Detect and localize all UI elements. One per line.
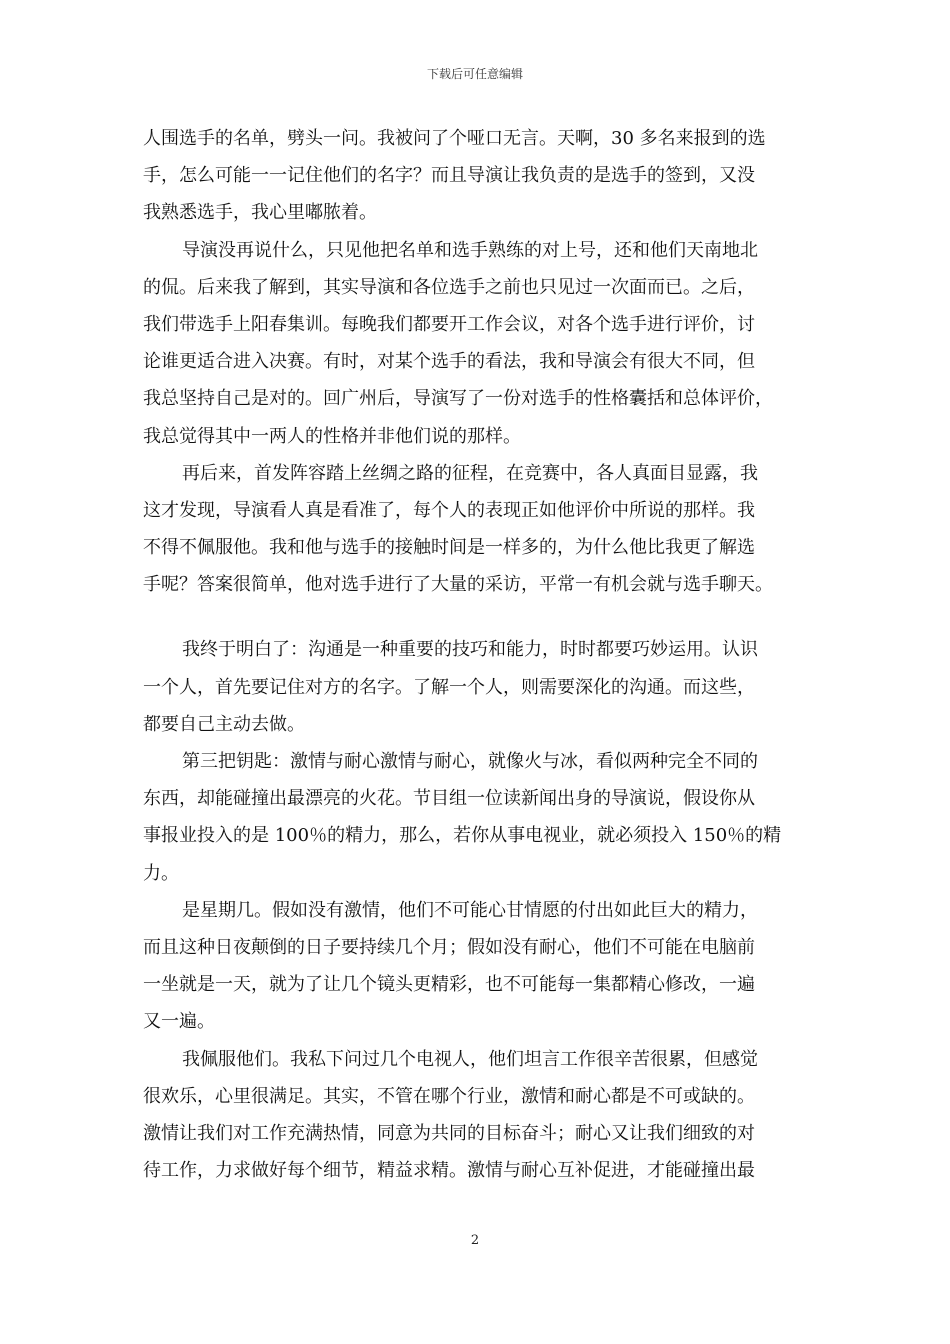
text-line: 手，怎么可能一一记住他们的名字？而且导演让我负责的是选手的签到，又没 <box>143 165 755 187</box>
text-line: 我佩服他们。我私下问过几个电视人，他们坦言工作很辛苦很累，但感觉 <box>182 1048 758 1070</box>
paragraph <box>143 232 823 455</box>
text-line: 东西，却能碰撞出最漂亮的火花。节目组一位读新闻出身的导演说，假设你从 <box>143 788 755 810</box>
text-line: 我熟悉选手，我心里嘟脓着。 <box>143 202 377 224</box>
text-line: 一坐就是一天，就为了让几个镜头更精彩，也不可能每一集都精心修改，一遍 <box>143 974 755 996</box>
text-line: 待工作，力求做好每个细节，精益求精。激情与耐心互补促进，才能碰撞出最 <box>143 1160 755 1182</box>
paragraph <box>143 455 823 604</box>
text-line: 力。 <box>143 862 179 884</box>
text-line: 而且这种日夜颠倒的日子要持续几个月；假如没有耐心，他们不可能在电脑前 <box>143 936 755 958</box>
paragraph <box>143 631 823 743</box>
text-line: 激情让我们对工作充满热情，同意为共同的目标奋斗；耐心又让我们细致的对 <box>143 1122 755 1144</box>
text-line: 这才发现，导演看人真是看准了，每个人的表现正如他评价中所说的那样。我 <box>143 499 755 521</box>
text-line: 论谁更适合进入决赛。有时，对某个选手的看法，我和导演会有很大不同，但 <box>143 351 755 373</box>
text-line: 我总觉得其中一两人的性格并非他们说的那样。 <box>143 425 521 447</box>
text-line: 手呢？答案很简单，他对选手进行了大量的采访，平常一有机会就与选手聊天。 <box>143 574 773 596</box>
text-line: 一个人，首先要记住对方的名字。了解一个人，则需要深化的沟通。而这些， <box>143 676 755 698</box>
text-line: 很欢乐，心里很满足。其实，不管在哪个行业，激情和耐心都是不可或缺的。 <box>143 1085 755 1107</box>
text-line: 我们带选手上阳春集训。每晚我们都要开工作会议，对各个选手进行评价，讨 <box>143 313 755 335</box>
text-line: 又一遍。 <box>143 1011 215 1033</box>
text-line: 人围选手的名单，劈头一问。我被问了个哑口无言。天啊，30 多名来报到的选 <box>143 128 766 149</box>
page-number: 2 <box>470 1233 480 1248</box>
page-header: 下载后可任意编辑 <box>426 67 523 81</box>
paragraph <box>143 743 823 892</box>
text-line: 是星期几。假如没有激情，他们不可能心甘情愿的付出如此巨大的精力， <box>182 899 758 921</box>
paragraph <box>143 892 823 1041</box>
document-body <box>143 120 823 1189</box>
text-line: 我终于明白了：沟通是一种重要的技巧和能力，时时都要巧妙运用。认识 <box>182 639 758 661</box>
text-line: 导演没再说什么，只见他把名单和选手熟练的对上号，还和他们天南地北 <box>182 239 758 261</box>
paragraph <box>143 1041 823 1190</box>
paragraph-gap <box>143 603 823 631</box>
paragraph <box>143 120 823 232</box>
text-line: 我总坚持自己是对的。回广州后，导演写了一份对选手的性格囊括和总体评价， <box>143 388 773 410</box>
text-line: 的侃。后来我了解到，其实导演和各位选手之前也只见过一次面而已。之后， <box>143 276 755 298</box>
text-line: 再后来，首发阵容踏上丝绸之路的征程，在竞赛中，各人真面目显露，我 <box>182 462 758 484</box>
text-line: 事报业投入的是 100％的精力，那么，若你从事电视业，就必须投入 150％的精 <box>143 825 782 847</box>
text-line: 第三把钥匙：激情与耐心激情与耐心，就像火与冰，看似两种完全不同的 <box>182 751 758 772</box>
text-line: 都要自己主动去做。 <box>143 713 305 735</box>
text-line: 不得不佩服他。我和他与选手的接触时间是一样多的，为什么他比我更了解选 <box>143 537 755 559</box>
